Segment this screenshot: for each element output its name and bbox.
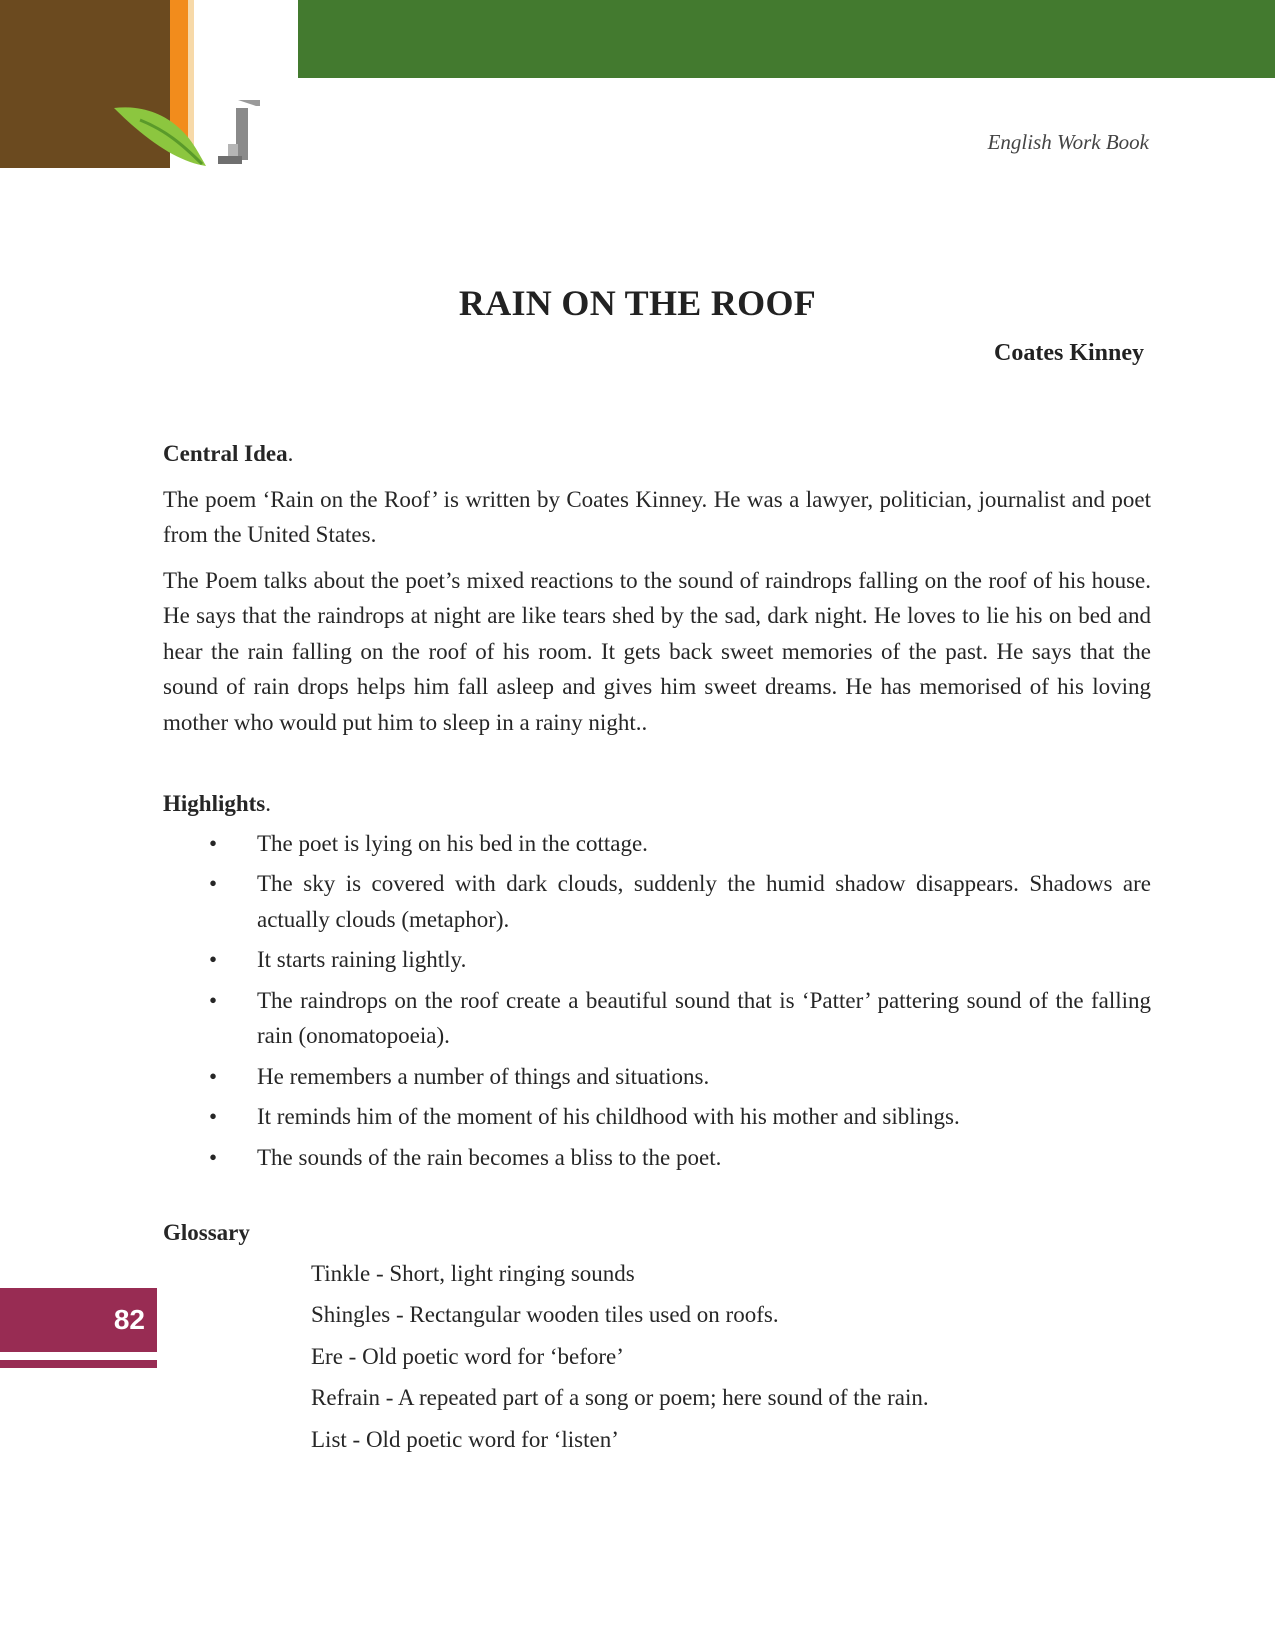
glossary-heading: Glossary [163, 1220, 250, 1245]
list-item [163, 1140, 1151, 1176]
bullet-icon: • [209, 871, 218, 896]
glossary-item: List - Old poetic word for ‘listen’ [311, 1426, 619, 1452]
list-item-text: It starts raining lightly. [257, 947, 467, 972]
glossary-item: Shingles - Rectangular wooden tiles used on roofs. [311, 1302, 779, 1327]
running-head: English Work Book [987, 130, 1149, 154]
bullet-icon: • [209, 947, 218, 972]
list-item-text: It reminds him of the moment of his childhood with his mother and siblings. [257, 1104, 960, 1129]
highlights-heading: Highlights [163, 791, 266, 816]
page-number: 82 [113, 1304, 145, 1335]
page-tab-rule [0, 1360, 157, 1368]
bullet-icon: • [209, 1104, 218, 1129]
central-idea-heading: Central Idea [163, 441, 288, 466]
leaf-logo-icon [110, 100, 260, 172]
list-item [163, 983, 1151, 1054]
list-item-text: The raindrops on the roof create a beautiful sound that is ‘Patter’ pattering sound of the falling rain (onomatopoeia). [257, 987, 1151, 1048]
bullet-icon: • [209, 1063, 218, 1089]
glossary-item: Refrain - A repeated part of a song or poem; here sound of the rain. [311, 1385, 929, 1410]
list-item-text: The sounds of the rain becomes a bliss to the poet. [257, 1144, 722, 1170]
page-title: RAIN ON THE ROOF [458, 283, 817, 323]
bullet-icon: • [209, 987, 218, 1013]
list-item-text: He remembers a number of things and situations. [257, 1063, 710, 1089]
author-name: Coates Kinney [994, 340, 1144, 366]
highlights-list [163, 826, 1151, 1176]
heading-punctuation: . [287, 441, 294, 466]
bullet-icon: • [209, 830, 218, 856]
heading-punctuation: . [265, 791, 272, 816]
section-heading-highlights [163, 786, 1151, 822]
list-item [163, 1099, 1151, 1135]
list-item-text: The sky is covered with dark clouds, suddenly the humid shadow disappears. Shadows are actually clouds (metaphor). [257, 871, 1151, 932]
central-idea-paragraph-2: The Poem talks about the poet’s mixed reactions to the sound of raindrops falling on the roof of his house. He says that the raindrops at night are like tears shed by the sad, dark night. He loves to lie his on bed and hear the rain falling on the roof of his room. It gets back sweet memories of the past. He says that the sound of rain drops helps him fall asleep and gives him sweet dreams. He has memorised of his loving mother who would put him to sleep in a rainy night.. [163, 567, 1151, 735]
bullet-icon: • [209, 1144, 218, 1170]
glossary-item: Ere - Old poetic word for ‘before’ [311, 1343, 624, 1369]
central-idea-paragraph-1: The poem ‘Rain on the Roof’ is written by Coates Kinney. He was a lawyer, politician, journalist and poet from the United States. [163, 486, 1151, 547]
list-item [163, 942, 1151, 978]
main-content [163, 436, 1151, 1463]
header-green-bar [298, 0, 1275, 78]
list-item [163, 826, 1151, 862]
list-item [163, 866, 1151, 937]
page-number-tab [0, 1288, 157, 1352]
glossary-item: Tinkle - Short, light ringing sounds [311, 1260, 635, 1286]
list-item-text: The poet is lying on his bed in the cottage. [257, 830, 648, 856]
list-item [163, 1059, 1151, 1095]
section-heading-central-idea [163, 436, 1151, 472]
